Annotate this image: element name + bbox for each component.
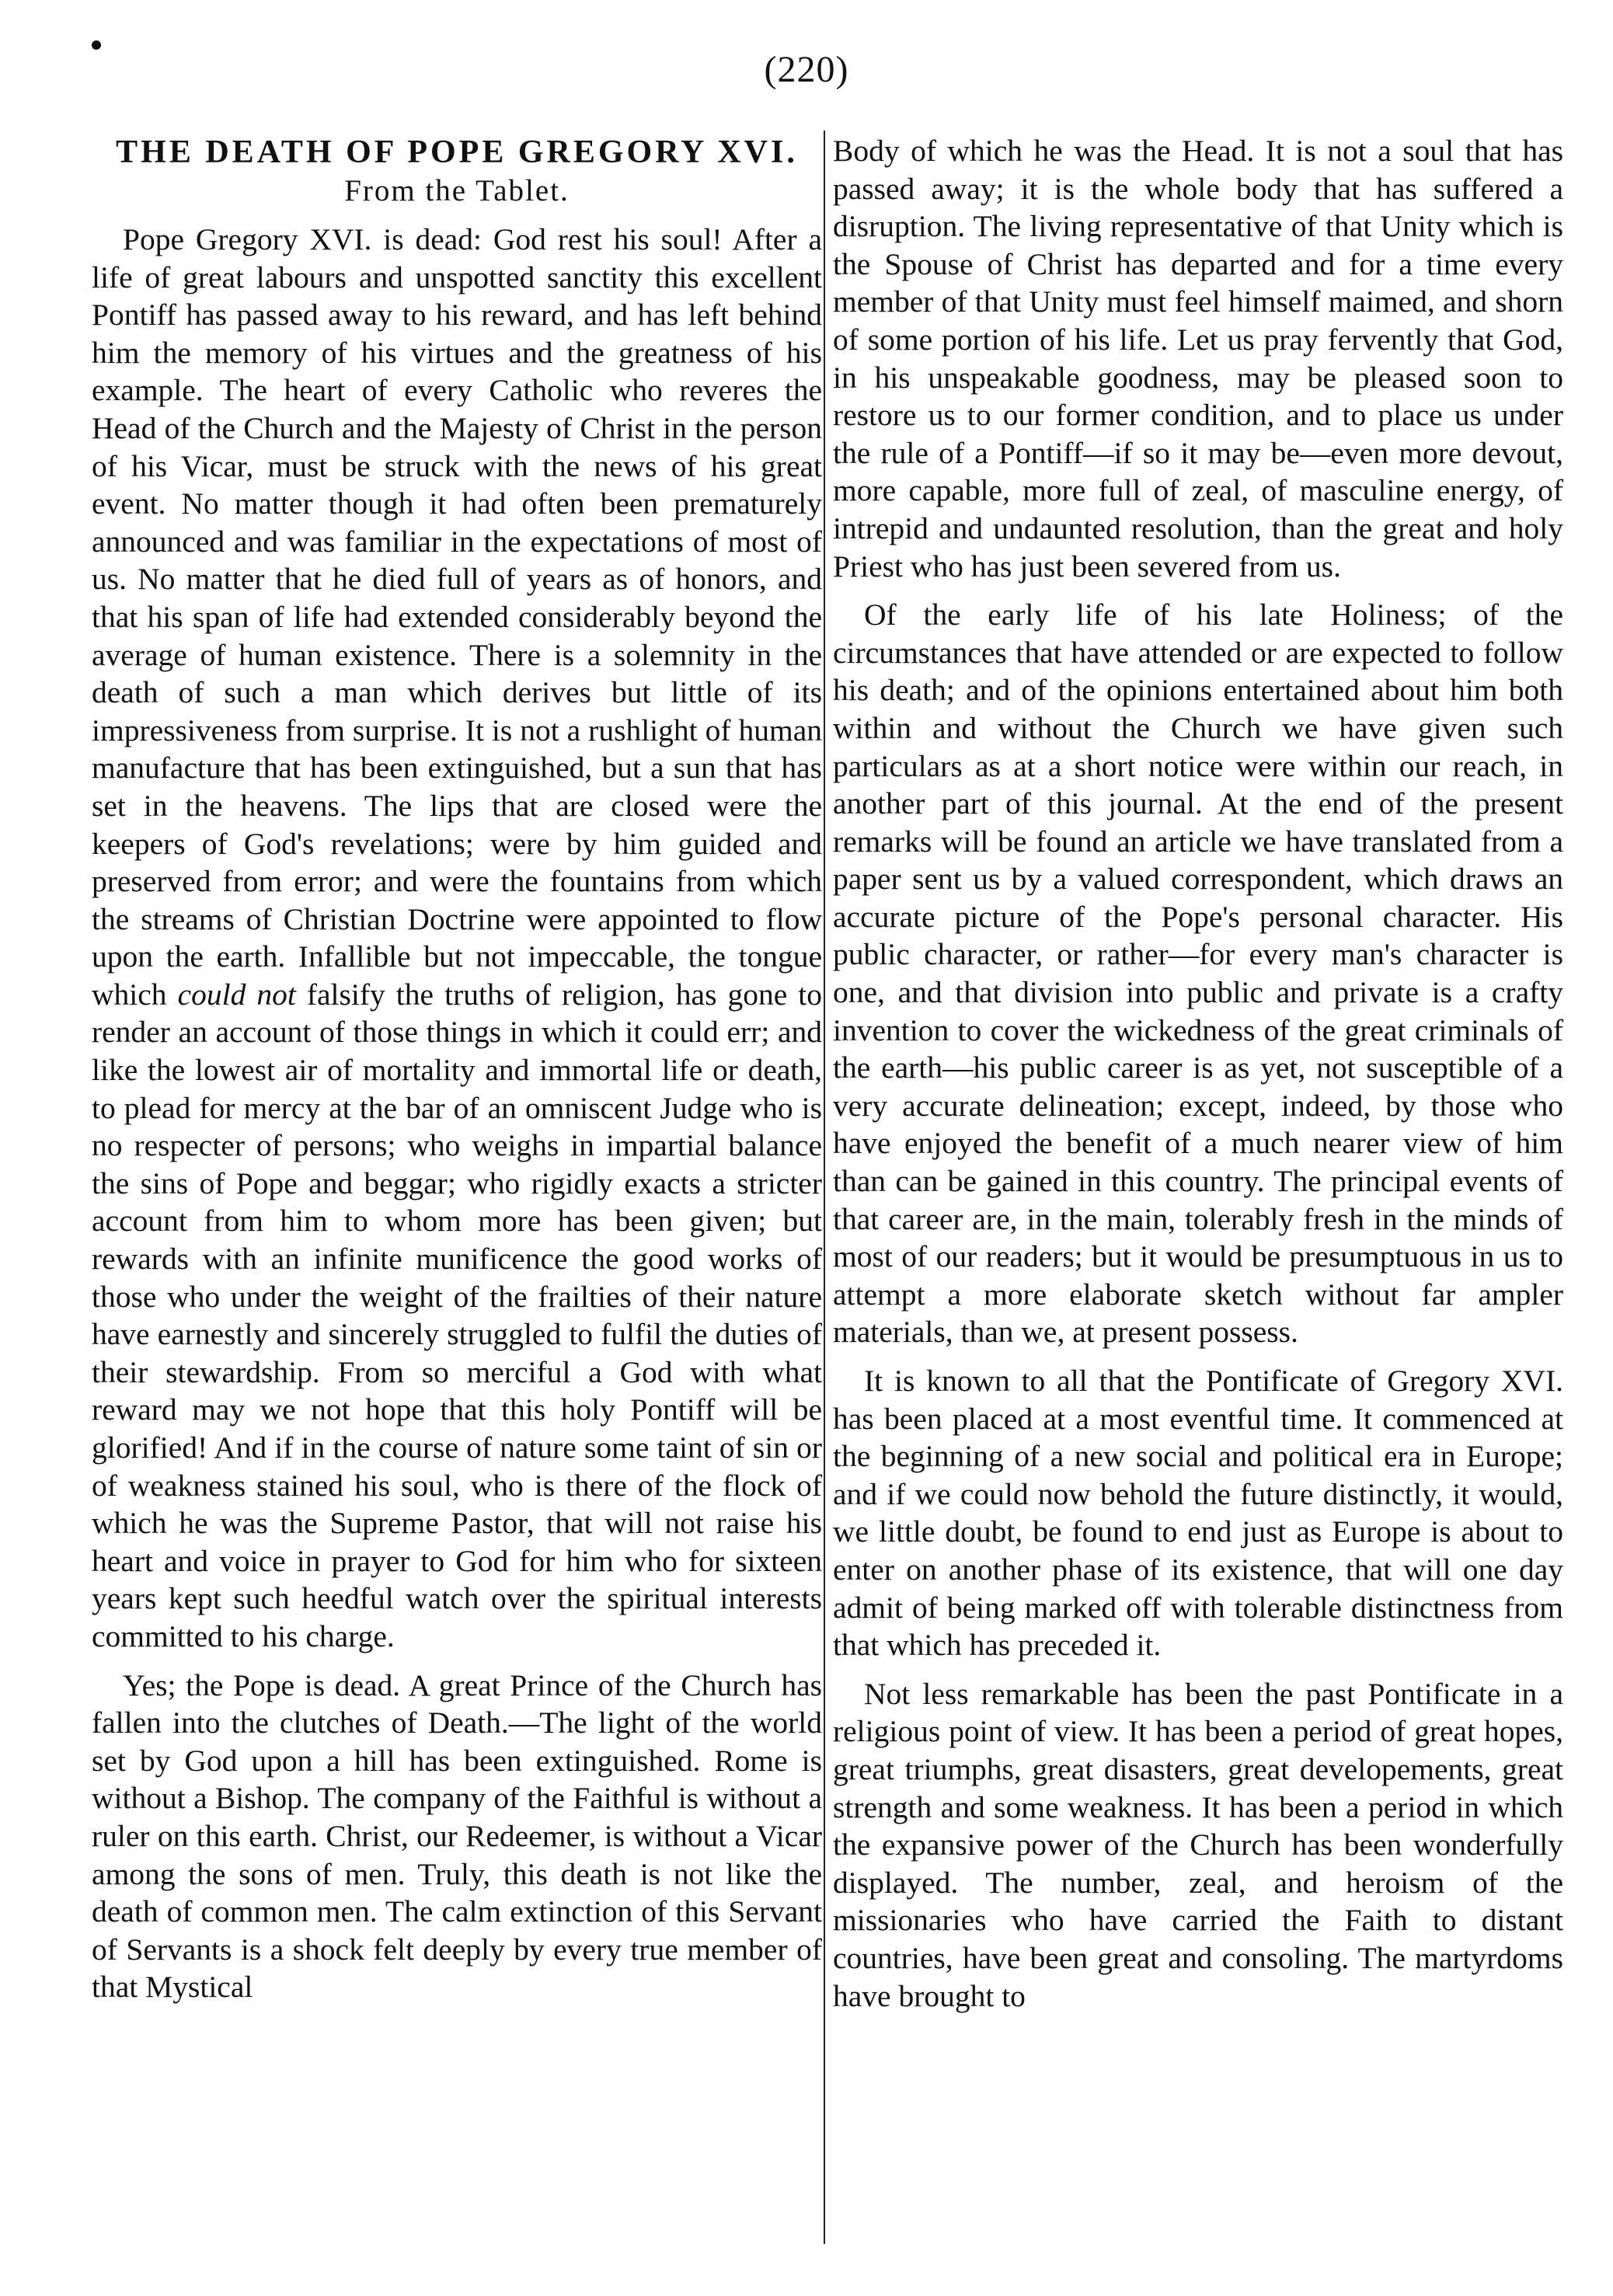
paragraph: [92, 221, 822, 1656]
article-title: THE DEATH OF POPE GREGORY XVI.: [116, 134, 798, 170]
column-divider: [824, 131, 825, 2244]
paragraph: Not less remarkable has been the past Pontificate in a religious point of view. It has been a period of great hopes, great triumphs, great disasters, great developements, great strength and some weakness. It has been a period in which the expansive power of the Church has been wonderfully displayed. The number, zeal, and heroism of the missionaries who have carried the Faith to distant countries, have been great and consoling. The martyrdoms have brought to: [833, 1676, 1563, 2013]
paragraph-text: Pope Gregory XVI. is dead: God rest his soul! After a life of great labours and unspotted sanctity this excellent Pontiff has passed away to his reward, and has left behind him the memory of his virtues and the greatness of his example. The heart of every Catholic who reveres the Head of the Church and the Majesty of Christ in the person of his Vicar, must be struck with the news of his great event. No matter though it had often been prematurely announced and was familiar in the expectations of most of us. No matter that he died full of years as of honors, and that his span of life had extended considerably beyond the average of human existence. There is a solemnity in the death of such a man which derives but little of its impressiveness from surprise. It is not a rushlight of human manufacture that has been extinguished, but a sun that has set in the heavens. The lips that are closed were the keepers of God's revelations; were by him guided and preserved from error; and were the fountains from which the streams of Christian Doctrine were appointed to flow upon the earth. Infallible but not impeccable, the tongue which: [92, 222, 822, 1012]
article-source: From the Tablet.: [344, 174, 570, 207]
paragraph: Body of which he was the Head. It is not a soul that has passed away; it is the whole body that has suffered a disruption. The living representative of that Unity which is the Spouse of Christ has departed and for a time every member of that Unity must feel himself maimed, and shorn of some portion of his life. Let us pray fervently that God, in his unspeakable goodness, may be pleased soon to restore us to our former condition, and to place us under the rule of a Pontiff—if so it may be—even more devout, more capable, more full of zeal, of masculine energy, of intrepid and undaunted resolution, than the great and holy Priest who has just been severed from us.: [833, 134, 1563, 584]
paragraph-text: falsify the truths of religion, has gone to render an account of those things in which it could err; and like the lowest air of mortality and immortal life or death, to plead for mercy at the bar of an omniscent Judge who is no respecter of persons; who weighs in impartial balance the sins of Pope and beggar; who rigidly exacts a stricter account from him to whom more has been given; but rewards with an infinite munificence the good works of those who under the weight of the frailties of their nature have earnestly and sincerely struggled to fulfil the duties of their stewardship. From so merciful a God with what reward may we not hope that this holy Pontiff will be glorified! And if in the course of nature some taint of sin or of weakness stained his soul, who is there of the flock of which he was the Supreme Pastor, that will not raise his heart and voice in prayer to God for him who for sixteen years kept such heedful watch over the spiritual interests committed to his charge.: [92, 977, 822, 1653]
page-number: (220): [764, 49, 849, 90]
emphasis-text: could not: [177, 977, 296, 1012]
paragraph: Of the early life of his late Holiness; of the circumstances that have attended or are expected to follow his death; and of the opinions entertained about him both within and without the Church we have given such particulars as at a short notice were within our reach, in another part of this journal. At the end of the present remarks will be found an article we have translated from a paper sent us by a valued correspondent, which draws an accurate picture of the Pope's personal character. His public character, or rather—for every man's character is one, and that division into public and private is a crafty invention to cover the wickedness of the great criminals of the earth—his public career is as yet, not susceptible of a very accurate delineation; except, indeed, by those who have enjoyed the benefit of a much nearer view of him than can be gained in this country. The principal events of that career are, in the main, tolerably fresh in the minds of most of our readers; but it would be presumptuous in us to attempt a more elaborate sketch without far ampler materials, than we, at present possess.: [833, 598, 1563, 1350]
paragraph: It is known to all that the Pontificate of Gregory XVI. has been placed at a most eventful time. It commenced at the beginning of a new social and political era in Europe; and if we could now behold the future distinctly, it would, we little doubt, be found to end just as Europe is about to enter on another phase of its existence, that will one day admit of being marked off with tolerable distinctness from that which has preceded it.: [833, 1364, 1563, 1663]
left-column: [92, 132, 822, 2006]
paragraph: Yes; the Pope is dead. A great Prince of the Church has fallen into the clutches of Death.—The light of the world set by God upon a hill has been extinguished. Rome is without a Bishop. The company of the Faithful is without a ruler on this earth. Christ, our Redeemer, is without a Vicar among the sons of men. Truly, this death is not like the death of common men. The calm extinction of this Servant of Servants is a shock felt deeply by every true member of that Mystical: [92, 1667, 822, 2005]
right-column: [833, 132, 1563, 2015]
